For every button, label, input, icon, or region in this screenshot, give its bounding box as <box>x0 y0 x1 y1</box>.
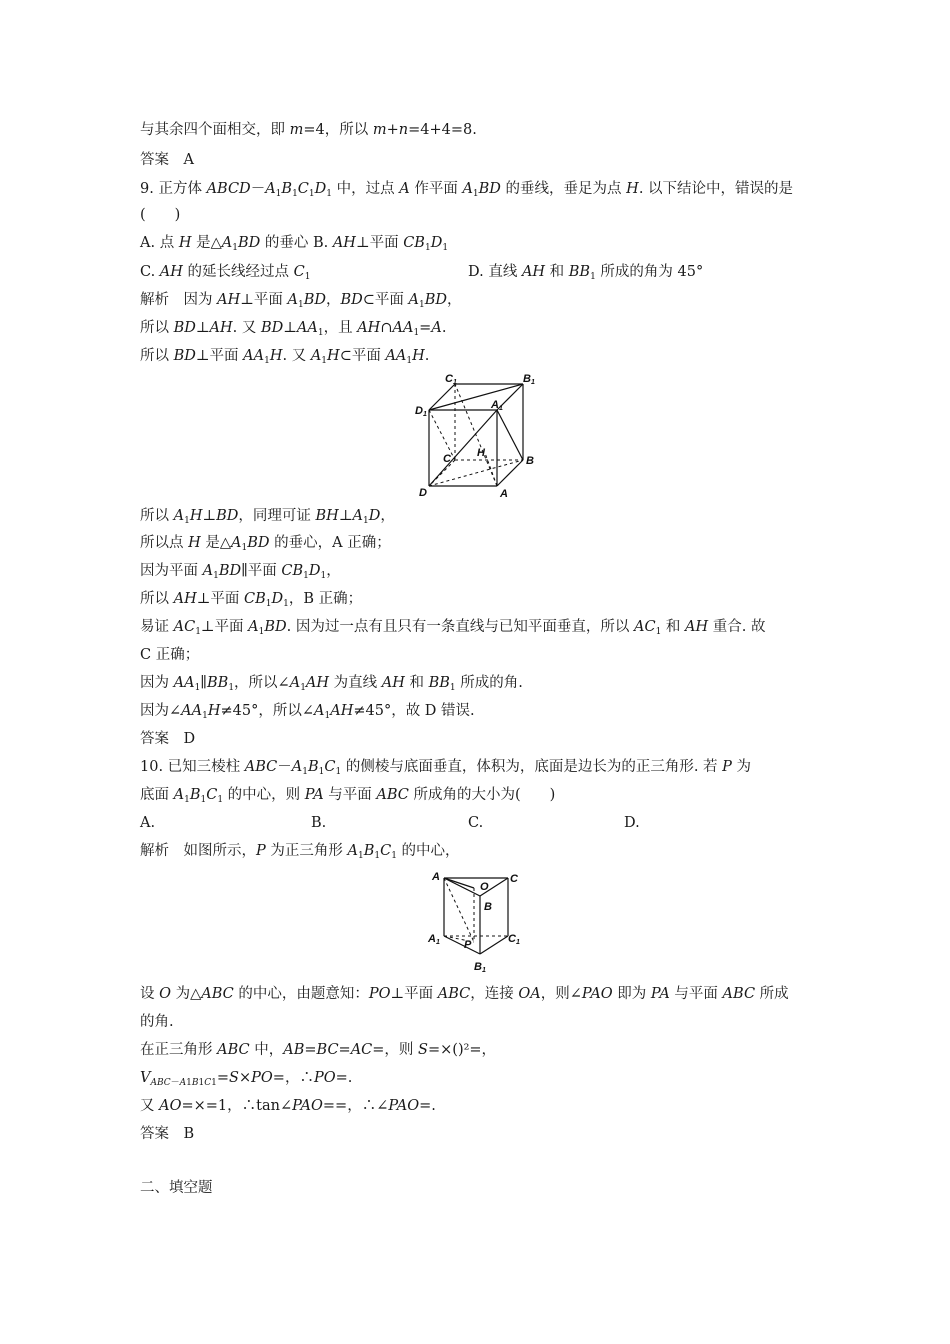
cube-figure <box>405 370 550 502</box>
question-10-stem-2: 底面 $A_1B_1C_1$ 的中心，则 PA 与平面 ABC 所成角的大小为( ) <box>140 787 556 805</box>
prism-figure <box>420 866 530 978</box>
label-prism-b1: B <box>474 961 482 973</box>
label-b1: B <box>523 373 531 385</box>
label-d1: D <box>415 405 423 417</box>
label-prism-c: C <box>510 873 518 885</box>
analysis-line-7: 所以 AH⊥平面 $CB_1D_1$，B 正确； <box>140 591 363 609</box>
option-10-a: A. <box>140 815 156 831</box>
section-heading-fill-blank: 二、填空题 <box>140 1180 213 1196</box>
label-h: H <box>477 447 485 459</box>
analysis-10-line-3: 的角. <box>140 1014 174 1030</box>
analysis-line-10: 因为 $AA_1\parallel BB_1$，所以$\angle A_1AH$ 为直线 AH 和 $BB_1$ 所成的角. <box>140 675 523 693</box>
label-a: A <box>500 488 508 500</box>
analysis-line-5: 所以点 H 是$\triangle A_1BD$ 的垂心，A 正确； <box>140 535 391 553</box>
label-d: D <box>419 487 427 499</box>
question-10-stem-1: 10. 已知三棱柱 $ABC-A_1B_1C_1$ 的侧棱与底面垂直，体积为，底面是边长为的正三角形. 若 P 为 <box>140 759 752 777</box>
label-prism-a1: A <box>428 933 436 945</box>
analysis-line-11: 因为$\angle AA_1H\ne 45^\circ$，所以$\angle A_1AH\ne 45^\circ$，故 D 错误. <box>140 703 475 721</box>
label-a1: A <box>491 399 499 411</box>
analysis-line-9: C 正确； <box>140 647 200 663</box>
option-d: D. 直线 AH 和 $BB_1$ 所成的角为 45° <box>468 264 704 282</box>
option-a-b: A. 点 H 是$\triangle A_1BD$ 的垂心 B. AH⊥平面 $CB_1D_1$ <box>140 235 449 253</box>
label-prism-b: B <box>484 901 492 913</box>
analysis-line-6: 因为平面 $A_1BD\parallel$平面 $CB_1D_1$， <box>140 563 341 581</box>
label-prism-o: O <box>480 881 489 893</box>
label-prism-a: A <box>432 871 440 883</box>
option-10-c: C. <box>468 815 484 831</box>
question-9-stem: 9. 正方体 $ABCD-A_1B_1C_1D_1$ 中，过点 A 作平面 $A_1BD$ 的垂线，垂足为点 H. 以下结论中，错误的是 <box>140 181 794 199</box>
analysis-line-8: 易证 $AC_1\perp$平面 $A_1BD$. 因为过一点有且只有一条直线与已知平面垂直，所以 $AC_1$ 和 AH 重合. 故 <box>140 619 766 637</box>
label-d1-sub: 1 <box>423 411 427 418</box>
analysis-line-1: 解析 因为 AH⊥平面 $A_1BD$，BD⊂平面 $A_1BD$， <box>140 292 462 310</box>
label-c1: C <box>445 373 453 385</box>
analysis-10-line-5: $V_{ABC-A1B1C1}=S\times PO=$，∴PO=. <box>140 1070 353 1088</box>
label-prism-b1-sub: 1 <box>482 967 486 974</box>
answer-10: 答案 B <box>140 1126 195 1142</box>
label-prism-p: P <box>464 939 472 951</box>
option-10-b: B. <box>311 815 327 831</box>
analysis-10-line-2: 设 O 为△ABC 的中心，由题意知：PO⊥平面 ABC，连接 OA，则∠PAO 即为 PA 与平面 ABC 所成 <box>140 986 789 1002</box>
label-c: C <box>443 453 451 465</box>
analysis-line-2: 所以 BD⊥AH. 又 $BD\perp AA_1$，且 $AH\cap AA_1=A$. <box>140 320 447 338</box>
analysis-10-line-1: 解析 如图所示，P 为正三角形 $A_1B_1C_1$ 的中心， <box>140 843 460 861</box>
analysis-10-line-4: 在正三角形 ABC 中，AB=BC=AC=，则 S=×()²=， <box>140 1042 497 1058</box>
label-b: B <box>526 455 534 467</box>
option-10-d: D. <box>624 815 640 831</box>
answer-blank: ( ) <box>140 207 181 223</box>
answer-9: 答案 D <box>140 731 196 747</box>
answer-8: 答案 A <box>140 152 194 168</box>
label-b1-sub: 1 <box>531 379 535 386</box>
option-c: C. AH 的延长线经过点 $C_1$ <box>140 264 311 282</box>
analysis-10-line-6: 又 AO=×=1，∴tan∠PAO==，∴∠PAO=. <box>140 1098 436 1114</box>
label-prism-a1-sub: 1 <box>436 939 440 946</box>
label-a1-sub: 1 <box>499 405 503 412</box>
label-prism-c1: C <box>508 933 516 945</box>
analysis-line-3: 所以 BD⊥平面 $AA_1H$. 又 $A_1H\subset$平面 $AA_1H$. <box>140 348 430 366</box>
text-line-continuation: 与其余四个面相交，即 m=4，所以 m+n=4+4=8. <box>140 122 477 138</box>
analysis-line-4: 所以 $A_1H\perp BD$，同理可证 $BH\perp A_1D$， <box>140 508 395 526</box>
label-prism-c1-sub: 1 <box>516 939 520 946</box>
label-c1-sub: 1 <box>453 379 457 386</box>
